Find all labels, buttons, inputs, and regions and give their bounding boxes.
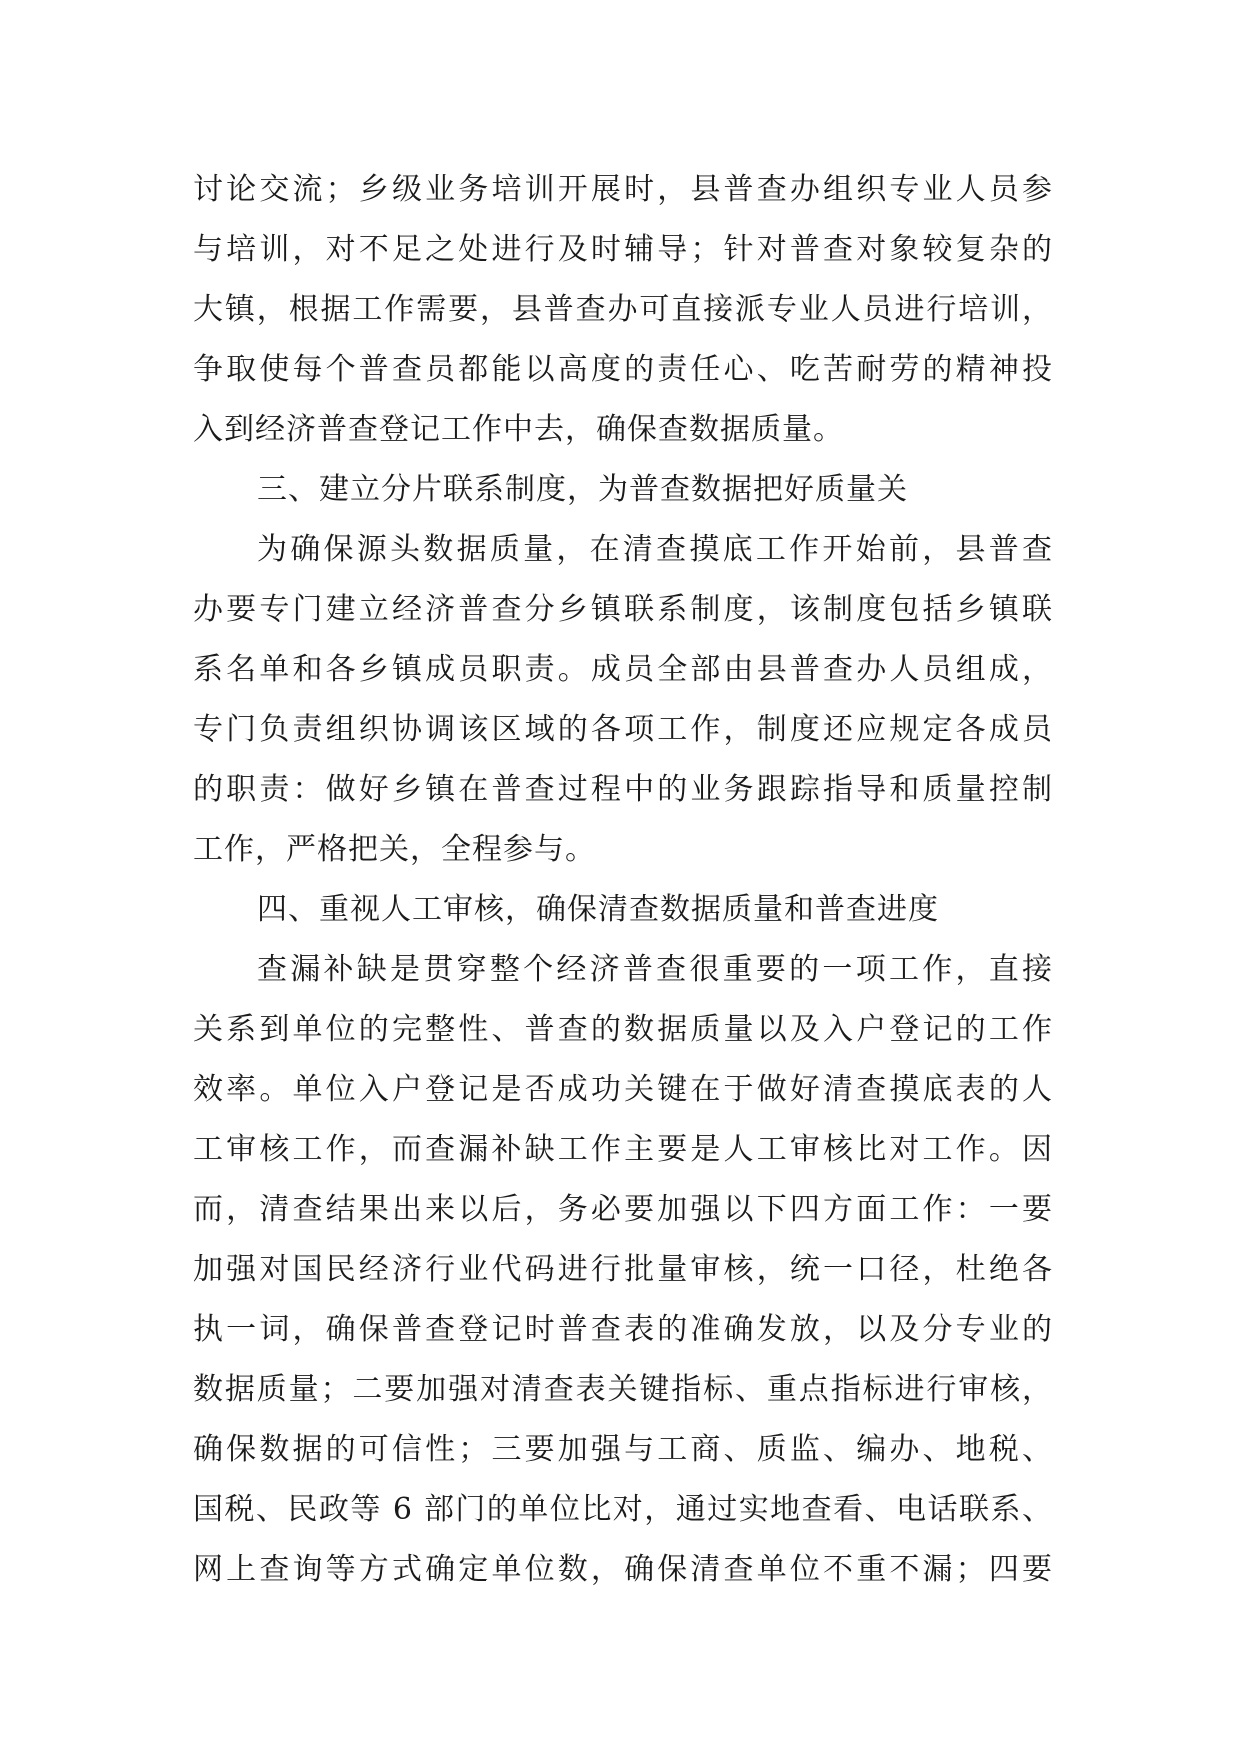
text-line: 为确保源头数据质量，在清查摸底工作开始前，县普查 [257,532,1053,567]
text-line: 国税、民政等 6 部门的单位比对，通过实地查看、电话联系、 [193,1492,1053,1527]
body-text [193,160,1053,1600]
text-line: 专门负责组织协调该区域的各项工作，制度还应规定各成员 [193,712,1053,747]
text-line: 而，清查结果出来以后，务必要加强以下四方面工作：一要 [193,1192,1053,1227]
text-line: 加强对国民经济行业代码进行批量审核，统一口径，杜绝各 [193,1252,1053,1287]
text-line: 大镇，根据工作需要，县普查办可直接派专业人员进行培训， [193,292,1053,327]
text-line: 讨论交流；乡级业务培训开展时，县普查办组织专业人员参 [193,172,1053,207]
text-line: 效率。单位入户登记是否成功关键在于做好清查摸底表的人 [193,1072,1053,1107]
text-line: 工作，严格把关，全程参与。 [193,832,596,867]
text-line: 与培训，对不足之处进行及时辅导；针对普查对象较复杂的 [193,232,1053,267]
text-line: 系名单和各乡镇成员职责。成员全部由县普查办人员组成， [193,652,1053,687]
text-line: 查漏补缺是贯穿整个经济普查很重要的一项工作，直接 [257,952,1053,987]
section-heading-4: 四、重视人工审核，确保清查数据质量和普查进度 [257,892,939,927]
text-line: 网上查询等方式确定单位数，确保清查单位不重不漏；四要 [193,1552,1053,1587]
text-line: 办要专门建立经济普查分乡镇联系制度，该制度包括乡镇联 [193,592,1053,627]
text-line: 确保数据的可信性；三要加强与工商、质监、编办、地税、 [193,1432,1053,1467]
text-line: 工审核工作，而查漏补缺工作主要是人工审核比对工作。因 [193,1132,1053,1167]
section-heading-3: 三、建立分片联系制度，为普查数据把好质量关 [257,472,908,507]
text-line: 关系到单位的完整性、普查的数据质量以及入户登记的工作 [193,1012,1053,1047]
text-line: 入到经济普查登记工作中去，确保查数据质量。 [193,412,844,447]
text-line: 数据质量；二要加强对清查表关键指标、重点指标进行审核， [193,1372,1053,1407]
text-line: 的职责：做好乡镇在普查过程中的业务跟踪指导和质量控制 [193,772,1053,807]
text-line: 争取使每个普查员都能以高度的责任心、吃苦耐劳的精神投 [193,352,1053,387]
text-line: 执一词，确保普查登记时普查表的准确发放，以及分专业的 [193,1312,1053,1347]
